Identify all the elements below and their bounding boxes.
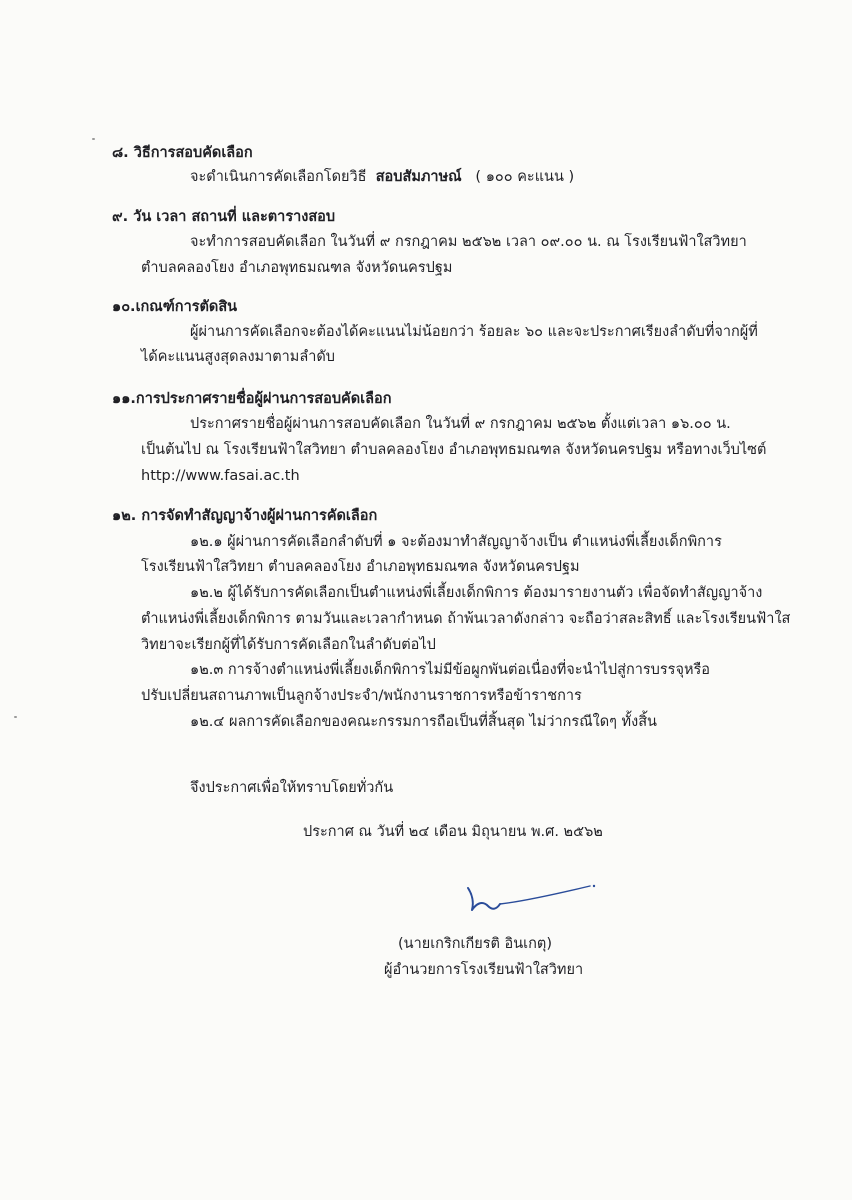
- scan-speck: [14, 716, 17, 718]
- signatory-name: (นายเกริกเกียรติ อินเกตุ): [398, 936, 552, 952]
- section-12-3-line1: ๑๒.๓ การจ้างตำแหน่งพี่เลี้ยงเด็กพิการไม่มีข้อผูกพันต่อเนื่องที่จะนำไปสู่การบรรจุหรือ: [190, 662, 711, 678]
- signature-mark: [458, 880, 598, 920]
- section-8-body: [190, 167, 574, 187]
- section-11-heading: ๑๑.การประกาศรายชื่อผู้ผ่านการสอบคัดเลือก: [112, 391, 392, 407]
- section-12-2-line1: ๑๒.๒ ผู้ได้รับการคัดเลือกเป็นตำแหน่งพี่เลี้ยงเด็กพิการ ต้องมารายงานตัว เพื่อจัดทำสัญญาจ้าง: [190, 585, 763, 601]
- section-10-line1: ผู้ผ่านการคัดเลือกจะต้องได้คะแนนไม่น้อยกว่า ร้อยละ ๖๐ และจะประกาศเรียงลำดับที่จากผู้ที่: [190, 324, 758, 340]
- section-11-url: http://www.fasai.ac.th: [141, 468, 300, 484]
- signatory-title: ผู้อำนวยการโรงเรียนฟ้าใสวิทยา: [384, 962, 584, 978]
- section-12-3-line2: ปรับเปลี่ยนสถานภาพเป็นลูกจ้างประจำ/พนักงานราชการหรือข้าราชการ: [141, 688, 582, 704]
- section-9-line2: ตำบลคลองโยง อำเภอพุทธมณฑล จังหวัดนครปฐม: [141, 260, 453, 276]
- section-12-1-line1: ๑๒.๑ ผู้ผ่านการคัดเลือกลำดับที่ ๑ จะต้องมาทำสัญญาจ้างเป็น ตำแหน่งพี่เลี้ยงเด็กพิการ: [190, 534, 722, 550]
- section-10-heading: ๑๐.เกณฑ์การตัดสิน: [112, 299, 238, 315]
- section-11-line1: ประกาศรายชื่อผู้ผ่านการสอบคัดเลือก ในวันที่ ๙ กรกฎาคม ๒๕๖๒ ตั้งแต่เวลา ๑๖.๐๐ น.: [190, 416, 731, 432]
- section-10-line2: ได้คะแนนสูงสุดลงมาตามลำดับ: [141, 349, 335, 365]
- closing-notice: จึงประกาศเพื่อให้ทราบโดยทั่วกัน: [190, 780, 394, 796]
- section-8-method: สอบสัมภาษณ์: [375, 169, 462, 185]
- section-8-heading: ๘. วิธีการสอบคัดเลือก: [112, 145, 253, 161]
- section-12-heading: ๑๒. การจัดทำสัญญาจ้างผู้ผ่านการคัดเลือก: [112, 508, 378, 524]
- section-8-pre: จะดำเนินการคัดเลือกโดยวิธี: [190, 169, 367, 185]
- section-12-4-line1: ๑๒.๔ ผลการคัดเลือกของคณะกรรมการถือเป็นที่สิ้นสุด ไม่ว่ากรณีใดๆ ทั้งสิ้น: [190, 714, 657, 730]
- scan-speck: [92, 138, 95, 140]
- section-11-line2: เป็นต้นไป ณ โรงเรียนฟ้าใสวิทยา ตำบลคลองโยง อำเภอพุทธมณฑล จังหวัดนครปฐม หรือทางเว็บไซต์: [141, 442, 767, 458]
- section-9-line1: จะทำการสอบคัดเลือก ในวันที่ ๙ กรกฎาคม ๒๕๖๒ เวลา ๐๙.๐๐ น. ณ โรงเรียนฟ้าใสวิทยา: [190, 234, 747, 250]
- section-9-heading: ๙. วัน เวลา สถานที่ และตารางสอบ: [112, 209, 336, 225]
- section-12-2-line3: วิทยาจะเรียกผู้ที่ได้รับการคัดเลือกในลำดับต่อไป: [141, 637, 436, 653]
- section-12-1-line2: โรงเรียนฟ้าใสวิทยา ตำบลคลองโยง อำเภอพุทธมณฑล จังหวัดนครปฐม: [141, 559, 580, 575]
- announcement-date: ประกาศ ณ วันที่ ๒๔ เดือน มิถุนายน พ.ศ. ๒๕๖๒: [303, 824, 603, 840]
- section-8-score: ( ๑๐๐ คะแนน ): [475, 169, 575, 185]
- section-12-2-line2: ตำแหน่งพี่เลี้ยงเด็กพิการ ตามวันและเวลากำหนด ถ้าพ้นเวลาดังกล่าว จะถือว่าสละสิทธิ์ และโรงเรียนฟ้าใส: [141, 611, 791, 627]
